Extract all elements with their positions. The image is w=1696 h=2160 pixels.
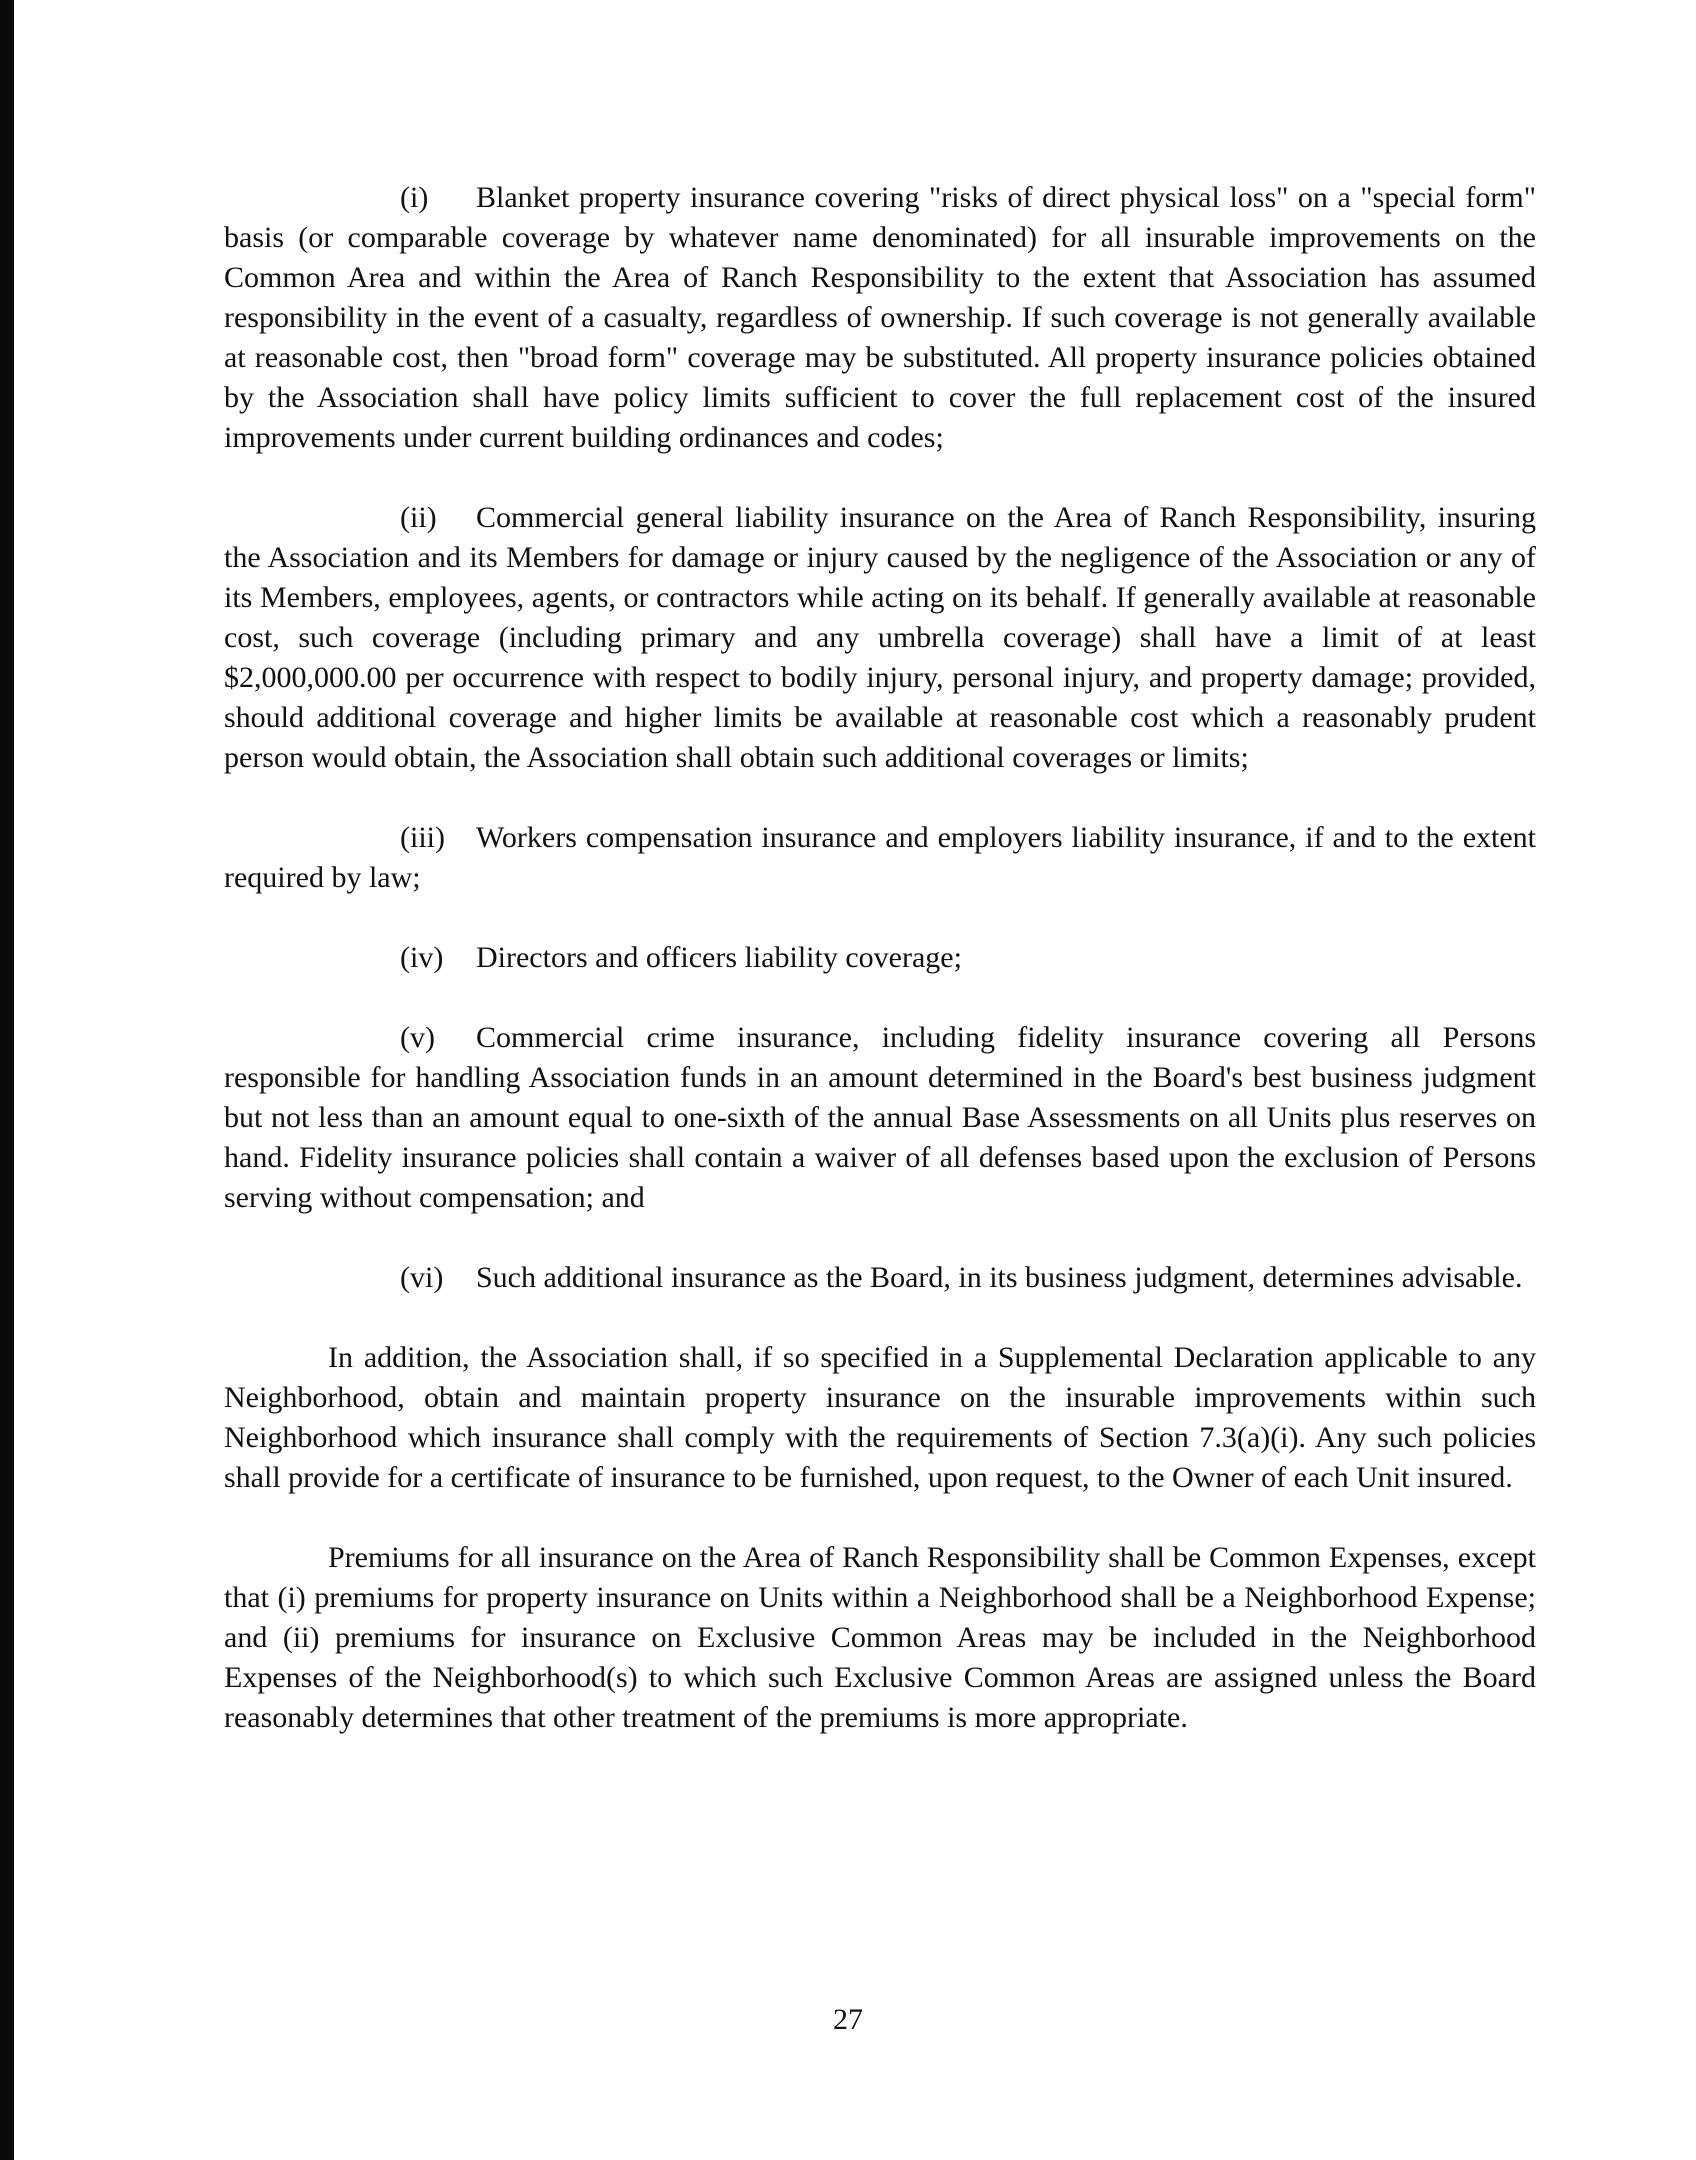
premiums-paragraph: Premiums for all insurance on the Area of Ranch Responsibility shall be Common Expenses, except that (i) premiums for property insurance on Units within a Neighborhood shall be a Neighborhood Expense; and (ii) premiums for insurance on Exclusive Common Areas may be included in the Neighborhood Expenses of the Neighborhood(s) to which such Exclusive Common Areas are assigned unless the Board reasonably determines that other treatment of the premiums is more appropriate.	[224, 1541, 1536, 1734]
insurance-item-iii	[224, 818, 1536, 898]
item-text: Commercial crime insurance, including fidelity insurance covering all Persons responsible for handling Association funds in an amount determined in the Board's best business judgment but not less than an amount equal to one-sixth of the annual Base Assessments on all Units plus reserves on hand. Fidelity insurance policies shall contain a waiver of all defenses based upon the exclusion of Persons serving without compensation; and	[224, 1021, 1536, 1214]
scan-edge	[0, 0, 14, 2160]
neighborhood-insurance-paragraph: In addition, the Association shall, if so specified in a Supplemental Declaration applicable to any Neighborhood, obtain and maintain property insurance on the insurable improvements within such Neighborhood which insurance shall comply with the requirements of Section 7.3(a)(i). Any such policies shall provide for a certificate of insurance to be furnished, upon request, to the Owner of each Unit insured.	[224, 1341, 1536, 1494]
item-text: Such additional insurance as the Board, in its business judgment, determines advisable.	[476, 1261, 1523, 1294]
item-text: Directors and officers liability coverage;	[476, 941, 962, 974]
item-text: Blanket property insurance covering "risks of direct physical loss" on a "special form" basis (or comparable coverage by whatever name denominated) for all insurable improvements on the Common Area and within the Area of Ranch Responsibility to the extent that Association has assumed responsibility in the event of a casualty, regardless of ownership. If such coverage is not generally available at reasonable cost, then "broad form" coverage may be substituted. All property insurance policies obtained by the Association shall have policy limits sufficient to cover the full replacement cost of the insured improvements under current building ordinances and codes;	[224, 181, 1536, 454]
insurance-item-vi	[224, 1258, 1536, 1298]
insurance-item-i	[224, 178, 1536, 458]
insurance-item-iv	[224, 938, 1536, 978]
document-body	[224, 178, 1536, 1738]
item-label: (v)	[400, 1021, 435, 1054]
item-label: (ii)	[400, 501, 437, 534]
item-label: (vi)	[400, 1261, 444, 1294]
item-label: (iii)	[400, 821, 445, 854]
page-number: 27	[833, 2003, 863, 2036]
insurance-item-v	[224, 1018, 1536, 1218]
item-text: Commercial general liability insurance on the Area of Ranch Responsibility, insuring the Association and its Members for damage or injury caused by the negligence of the Association or any of its Members, employees, agents, or contractors while acting on its behalf. If generally available at reasonable cost, such coverage (including primary and any umbrella coverage) shall have a limit of at least $2,000,000.00 per occurrence with respect to bodily injury, personal injury, and property damage; provided, should additional coverage and higher limits be available at reasonable cost which a reasonably prudent person would obtain, the Association shall obtain such additional coverages or limits;	[224, 501, 1536, 774]
insurance-item-ii	[224, 498, 1536, 778]
item-label: (iv)	[400, 941, 444, 974]
item-text: Workers compensation insurance and employers liability insurance, if and to the extent required by law;	[224, 821, 1536, 894]
item-label: (i)	[400, 181, 429, 214]
